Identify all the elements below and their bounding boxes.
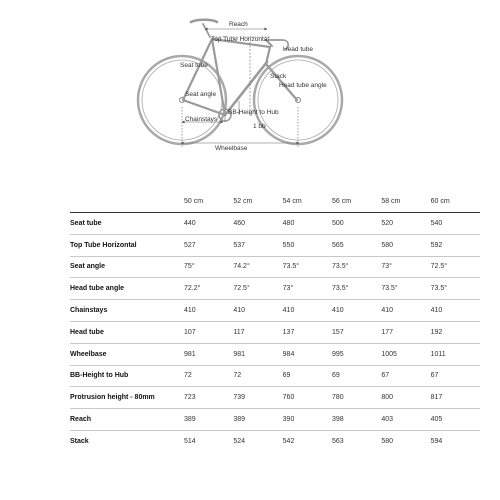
- table-cell: 389: [184, 416, 196, 424]
- table-cell: 527: [184, 241, 196, 249]
- label-top-tube: Top Tube Horizontal: [211, 36, 269, 43]
- row-label: BB-Height to Hub: [70, 372, 129, 380]
- label-reach: Reach: [229, 21, 248, 28]
- table-cell: 1005: [381, 350, 397, 358]
- table-cell: 75°: [184, 263, 195, 271]
- table-row: [70, 213, 480, 235]
- table-cell: 410: [233, 307, 246, 315]
- size-header: 52 cm: [233, 198, 253, 205]
- table-cell: 405: [430, 416, 443, 424]
- table-row: [70, 409, 480, 431]
- table-cell: 723: [184, 394, 196, 402]
- table-cell: 410: [184, 307, 196, 315]
- table-cell: 594: [430, 438, 443, 446]
- table-cell: 981: [233, 350, 246, 358]
- size-header: 58 cm: [381, 198, 401, 205]
- table-row: [70, 278, 480, 300]
- table-cell: 739: [233, 394, 246, 402]
- table-cell: 550: [282, 241, 295, 249]
- table-cell: 410: [430, 307, 443, 315]
- table-cell: 760: [282, 394, 295, 402]
- table-cell: 580: [381, 241, 393, 249]
- table-cell: 73.5°: [331, 285, 349, 293]
- label-bb-height: BB-Height to Hub: [228, 109, 279, 116]
- bike-geometry-diagram: [0, 0, 500, 175]
- row-label: Protrusion height - 80mm: [70, 394, 155, 402]
- table-cell: 520: [381, 219, 393, 227]
- table-cell: 981: [184, 350, 196, 358]
- header-corner: [70, 191, 184, 213]
- label-seat-angle: Seat angle: [185, 91, 217, 98]
- table-cell: 73°: [381, 263, 392, 271]
- table-cell: 72.2°: [184, 285, 201, 293]
- table-row: [70, 430, 480, 452]
- label-head-tube: Head tube: [283, 46, 313, 53]
- table-row: [70, 387, 480, 409]
- table-cell: 67: [430, 372, 439, 380]
- table-cell: 72: [233, 372, 242, 380]
- table-cell: 514: [184, 438, 196, 446]
- table-row: [70, 321, 480, 343]
- table-cell: 817: [430, 394, 443, 402]
- table-cell: 410: [282, 307, 295, 315]
- table-cell: 524: [233, 438, 246, 446]
- table-cell: 67: [381, 372, 390, 380]
- table-cell: 73°: [282, 285, 294, 293]
- row-label: Head tube angle: [70, 285, 125, 293]
- size-header: 54 cm: [282, 198, 302, 205]
- table-cell: 73.5°: [381, 285, 398, 293]
- row-label: Seat angle: [70, 263, 106, 271]
- table-cell: 389: [233, 416, 246, 424]
- table-cell: 107: [184, 328, 196, 336]
- table-cell: 73.5°: [430, 285, 448, 293]
- row-label: Head tube: [70, 328, 104, 336]
- table-cell: 995: [331, 350, 344, 358]
- table-cell: 500: [331, 219, 344, 227]
- table-cell: 480: [282, 219, 295, 227]
- table-cell: 800: [381, 394, 393, 402]
- label-head-tube-angle: Head tube angle: [279, 82, 327, 89]
- table-cell: 398: [331, 416, 344, 424]
- row-label: Wheelbase: [70, 350, 107, 358]
- table-cell: 69: [331, 372, 340, 380]
- table-cell: 540: [430, 219, 443, 227]
- table-cell: 780: [331, 394, 344, 402]
- table-row: [70, 256, 480, 278]
- table-cell: 440: [184, 219, 196, 227]
- table-cell: 1011: [430, 350, 446, 358]
- row-label: Seat tube: [70, 219, 102, 227]
- label-chainstays: Chainstays: [185, 116, 218, 123]
- size-header: 50 cm: [184, 198, 204, 205]
- label-wheelbase: Wheelbase: [215, 145, 248, 152]
- table-cell: 403: [381, 416, 393, 424]
- label-bb-value: 1 bb: [253, 123, 266, 130]
- table-cell: 69: [282, 372, 291, 380]
- size-header-row: [70, 191, 480, 213]
- table-cell: 72: [184, 372, 192, 380]
- row-label: Stack: [70, 438, 89, 446]
- table-cell: 565: [331, 241, 344, 249]
- diagram-labels: [180, 21, 327, 152]
- table-cell: 117: [233, 328, 245, 336]
- table-cell: 192: [430, 328, 443, 336]
- table-row: [70, 234, 480, 256]
- row-label: Reach: [70, 416, 92, 424]
- table-cell: 74.2°: [233, 263, 250, 271]
- row-label: Chainstays: [70, 307, 108, 315]
- label-stack: Stack: [270, 73, 287, 80]
- geometry-table: [70, 191, 480, 452]
- table-cell: 460: [233, 219, 246, 227]
- size-header: 60 cm: [430, 198, 450, 205]
- label-seat-tube: Seat tube: [180, 62, 208, 69]
- table-row: [70, 343, 480, 365]
- table-cell: 580: [381, 438, 393, 446]
- table-cell: 563: [331, 438, 344, 446]
- table-row: [70, 300, 480, 322]
- table-cell: 177: [381, 328, 393, 336]
- table-cell: 73.5°: [282, 263, 300, 271]
- table-row: [70, 365, 480, 387]
- table-cell: 390: [282, 416, 295, 424]
- geometry-table-body: [70, 213, 480, 453]
- table-cell: 537: [233, 241, 246, 249]
- row-label: Top Tube Horizontal: [70, 241, 137, 249]
- table-cell: 410: [381, 307, 393, 315]
- table-cell: 137: [282, 328, 295, 336]
- table-cell: 984: [282, 350, 295, 358]
- table-cell: 410: [331, 307, 344, 315]
- table-cell: 542: [282, 438, 295, 446]
- table-cell: 72.5°: [430, 263, 448, 271]
- table-cell: 157: [331, 328, 344, 336]
- table-cell: 592: [430, 241, 443, 249]
- bike-frame: [180, 20, 301, 121]
- table-cell: 73.5°: [331, 263, 349, 271]
- table-cell: 72.5°: [233, 285, 250, 293]
- size-header: 56 cm: [331, 198, 352, 205]
